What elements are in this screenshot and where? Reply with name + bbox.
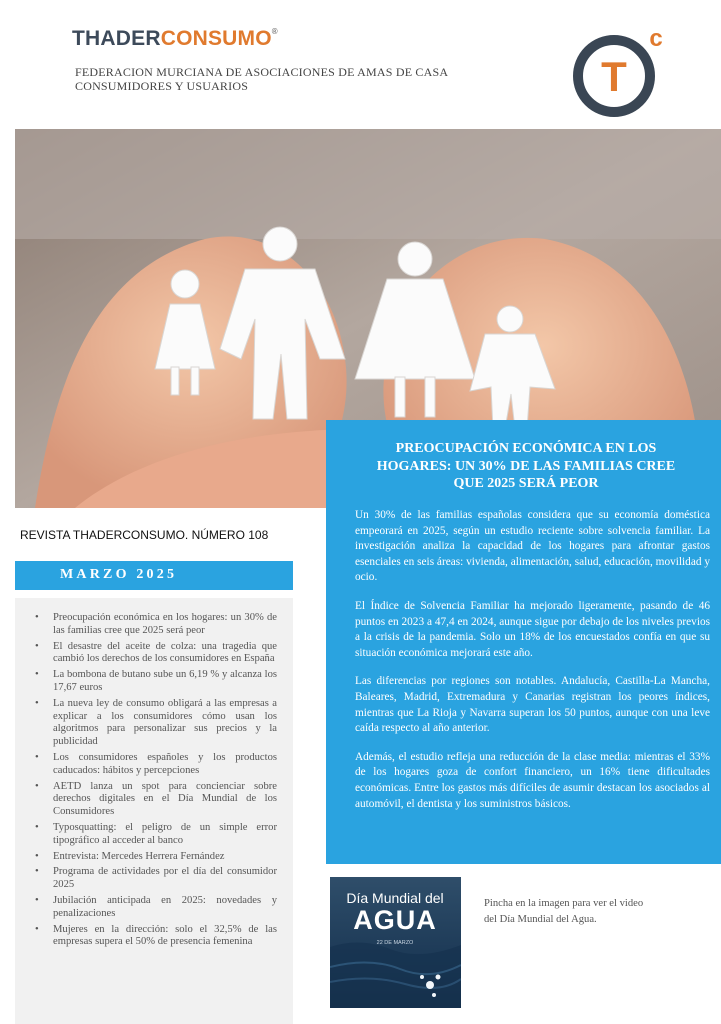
water-day-video-thumbnail[interactable] (330, 877, 461, 1008)
month-banner (15, 561, 293, 590)
tc-logo-sup: c (649, 25, 663, 52)
tc-circle-logo-icon (566, 24, 676, 124)
brand-part2: CONSUMO (160, 27, 272, 50)
article-paragraph: El Índice de Solvencia Familiar ha mejorado ligeramente, pasando de 46 puntos en 2023 a 47,4 en 2024, aunque sigue por debajo de los niveles previos a la crisis de la pandemia. Solo un 18% de los encuestados confía en que su situación económica mejorará este año. (355, 599, 710, 659)
toc-item[interactable]: • Entrevista: Mercedes Herrera Fernández (53, 851, 277, 864)
toc-item[interactable]: • Typosquatting: el peligro de un simple error tipográfico al acceder al banco (53, 822, 277, 848)
brand-registered-mark: ® (271, 27, 278, 36)
article-paragraph: Las diferencias por regiones son notables. Andalucía, Castilla-La Mancha, Baleares, Madrid, Extremadura y Canarias registran los peores índices, mientras que La Rioja y Navarra superan los 50 puntos, aunque con una leve caída respecto al año anterior. (355, 675, 710, 735)
article-body (355, 508, 710, 825)
tc-logo-letter: T (601, 53, 627, 100)
org-line-2: CONSUMIDORES Y USUARIOS (75, 79, 249, 93)
issue-label: REVISTA THADERCONSUMO. NÚMERO 108 (20, 528, 269, 542)
toc-item[interactable]: • Los consumidores españoles y los productos caducados: hábitos y percepciones (53, 752, 277, 778)
article-paragraph: Además, el estudio refleja una reducción de la clase media: mientras el 33% de los hogares goza de confort financiero, un 16% tiene dificultades económicas. Entre los gastos más difíciles de asumir destacan los asociados al automóvil, el dentista y los suministros básicos. (355, 750, 710, 810)
toc-item[interactable]: • La nueva ley de consumo obligará a las empresas a explicar a los consumidores cómo usan los algoritmos para personalizar sus precios y la publicidad (53, 698, 277, 749)
brand-part1: THADER (72, 27, 161, 50)
thaderconsumo-logo (72, 27, 278, 51)
water-title-line1: Día Mundial del (346, 890, 444, 906)
toc-item[interactable]: • La bombona de butano sube un 6,19 % y alcanza los 17,67 euros (53, 669, 277, 695)
table-of-contents (15, 598, 293, 1024)
toc-item[interactable]: • El desastre del aceite de colza: una tragedia que cambió los derechos de los consumidores en España (53, 641, 277, 667)
toc-item[interactable]: • Programa de actividades por el día del consumidor 2025 (53, 866, 277, 892)
org-line-1: FEDERACION MURCIANA DE ASOCIACIONES DE AMAS DE CASA (75, 65, 449, 79)
toc-item[interactable]: • AETD lanza un spot para concienciar sobre derechos digitales en el Día Mundial de los Consumidores (53, 781, 277, 819)
water-video-caption: Pincha en la imagen para ver el video del Día Mundial del Agua. (484, 898, 644, 925)
water-date: 22 DE MARZO (376, 940, 414, 946)
toc-item[interactable]: • Jubilación anticipada en 2025: novedades y penalizaciones (53, 895, 277, 921)
water-title-line2: AGUA (353, 905, 437, 935)
toc-item[interactable]: • Preocupación económica en los hogares: un 30% de las familias cree que 2025 será peor (53, 612, 277, 638)
article-headline: PREOCUPACIÓN ECONÓMICA EN LOS HOGARES: UN 30% DE LAS FAMILIAS CREE QUE 2025 SERÁ PEOR (376, 441, 676, 491)
issue-month: MARZO 2025 (60, 567, 178, 582)
article-paragraph: Un 30% de las familias españolas considera que su economía doméstica empeorará en 2025, según un estudio reciente sobre solvencia familiar. La investigación analiza la capacidad de los hogares para afrontar gastos esenciales en seis áreas: vivienda, alimentación, salud, educación, movilidad y ocio. (355, 509, 710, 584)
toc-item[interactable]: • Mujeres en la dirección: solo el 32,5% de las empresas supera el 50% de presencia femenina (53, 924, 277, 950)
main-article (326, 420, 721, 864)
organization-name (75, 65, 448, 93)
